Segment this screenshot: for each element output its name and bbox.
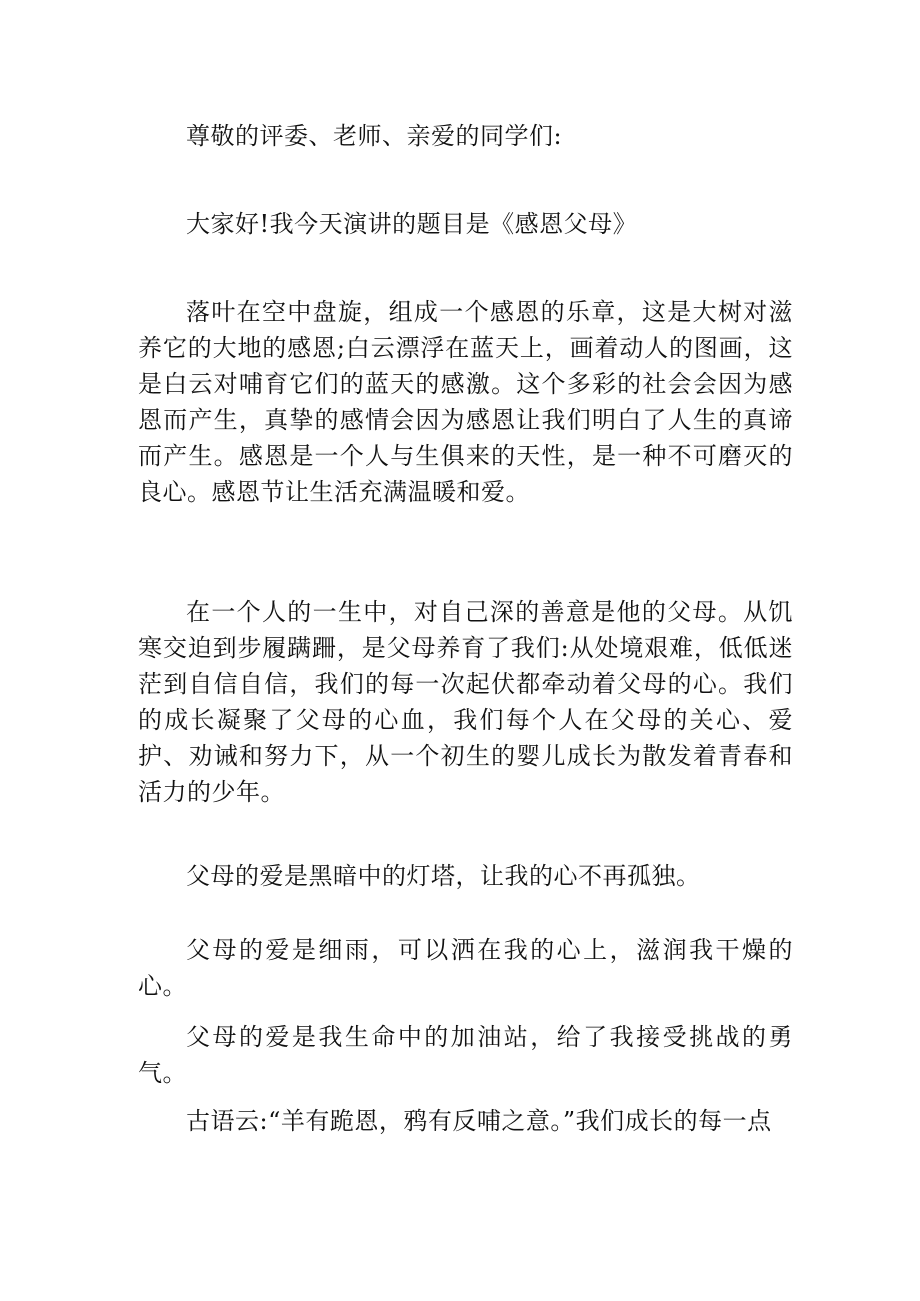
body-paragraph-5: 父母的爱是我生命中的加油站，给了我接受挑战的勇气。 bbox=[138, 1023, 793, 1087]
body-paragraph-4: 父母的爱是细雨，可以洒在我的心上，滋润我干燥的心。 bbox=[138, 936, 793, 1000]
salutation-paragraph: 尊敬的评委、老师、亲爱的同学们: bbox=[186, 122, 563, 150]
body-paragraph-3: 父母的爱是黑暗中的灯塔，让我的心不再孤独。 bbox=[186, 862, 701, 890]
body-paragraph-6: 古语云:“羊有跪恩，鸦有反哺之意。”我们成长的每一点 bbox=[186, 1107, 772, 1135]
body-paragraph-1: 落叶在空中盘旋，组成一个感恩的乐章，这是大树对滋养它的大地的感恩;白云漂浮在蓝天上，画着动人的图画，这是白云对哺育它们的蓝天的感激。这个多彩的社会会因为感恩而产生，真挚的感情会因为感恩让我们明白了人生的真谛而产生。感恩是一个人与生俱来的天性，是一种不可磨灭的良心。感恩节让生活充满温暖和爱。 bbox=[138, 298, 793, 506]
speech-title-paragraph: 大家好!我今天演讲的题目是《感恩父母》 bbox=[186, 210, 638, 238]
body-paragraph-2: 在一个人的一生中，对自己深的善意是他的父母。从饥寒交迫到步履蹒跚，是父母养育了我们:从处境艰难，低低迷茫到自信自信，我们的每一次起伏都牵动着父母的心。我们的成长凝聚了父母的心血，我们每个人在父母的关心、爱护、劝诫和努力下，从一个初生的婴儿成长为散发着青春和活力的少年。 bbox=[138, 598, 793, 806]
